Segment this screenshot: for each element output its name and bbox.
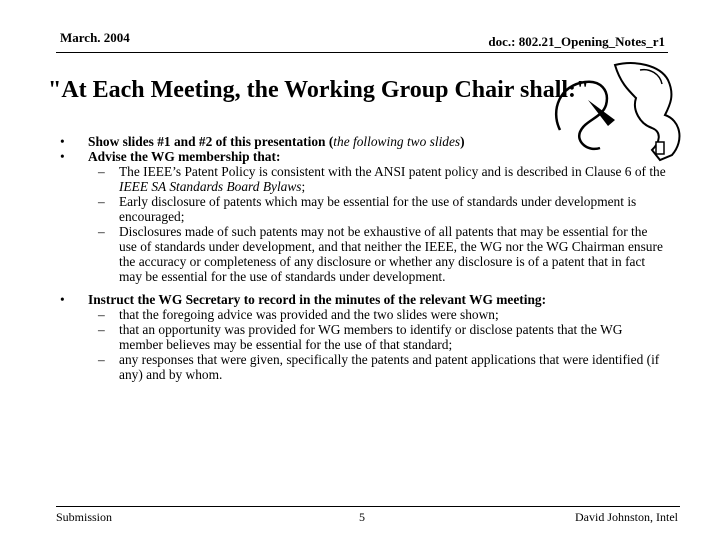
- sub-item: – any responses that were given, specifically the patents and patent applications that were identified (if any) and by whom.: [98, 352, 660, 382]
- bullet-item: • Instruct the WG Secretary to record in the minutes of the relevant WG meeting:: [60, 292, 547, 307]
- dash-icon: –: [98, 164, 105, 179]
- bullet-item: • Show slides #1 and #2 of this presentation (the following two slides): [60, 134, 465, 149]
- footer-page-number: 5: [359, 510, 365, 524]
- dash-icon: –: [98, 194, 105, 209]
- slide-title: "At Each Meeting, the Working Group Chair shall:": [48, 77, 590, 103]
- sub-item: – Disclosures made of such patents may not be exhaustive of all patents that may be essential for the use of standards under development, and that neither the IEEE, the WG nor the WG Chairman ensure the accuracy or completeness of any disclosure or whether any disclosure is of a patent that in fact may be essential for the use of standards under development.: [98, 224, 663, 284]
- bullet-item: • Advise the WG membership that:: [60, 149, 281, 164]
- sub-item: – that an opportunity was provided for WG members to identify or disclose patents that the WG member believes may be essential for the use of that standard;: [98, 322, 623, 352]
- slide-body: [56, 134, 666, 382]
- sub-item: – that the foregoing advice was provided and the two slides were shown;: [98, 307, 499, 322]
- dash-icon: –: [98, 307, 105, 322]
- footer-author: David Johnston, Intel: [575, 510, 678, 524]
- bullet-icon: •: [60, 149, 65, 164]
- dash-icon: –: [98, 224, 105, 239]
- header-doc-id: doc.: 802.21_Opening_Notes_r1: [488, 34, 665, 49]
- header-date: March. 2004: [60, 30, 130, 45]
- bullet-icon: •: [60, 292, 65, 307]
- footer-submission: Submission: [56, 510, 113, 524]
- header-divider: [56, 52, 668, 53]
- sub-item: – Early disclosure of patents which may be essential for the use of standards under development is encouraged;: [98, 194, 637, 224]
- sub-item: – The IEEE’s Patent Policy is consistent with the ANSI patent policy and is described in Clause 6 of the IEEE SA Standards Board Bylaws;: [98, 164, 666, 194]
- footer-divider: [56, 506, 680, 507]
- bullet-icon: •: [60, 134, 65, 149]
- dash-icon: –: [98, 352, 105, 367]
- dash-icon: –: [98, 322, 105, 337]
